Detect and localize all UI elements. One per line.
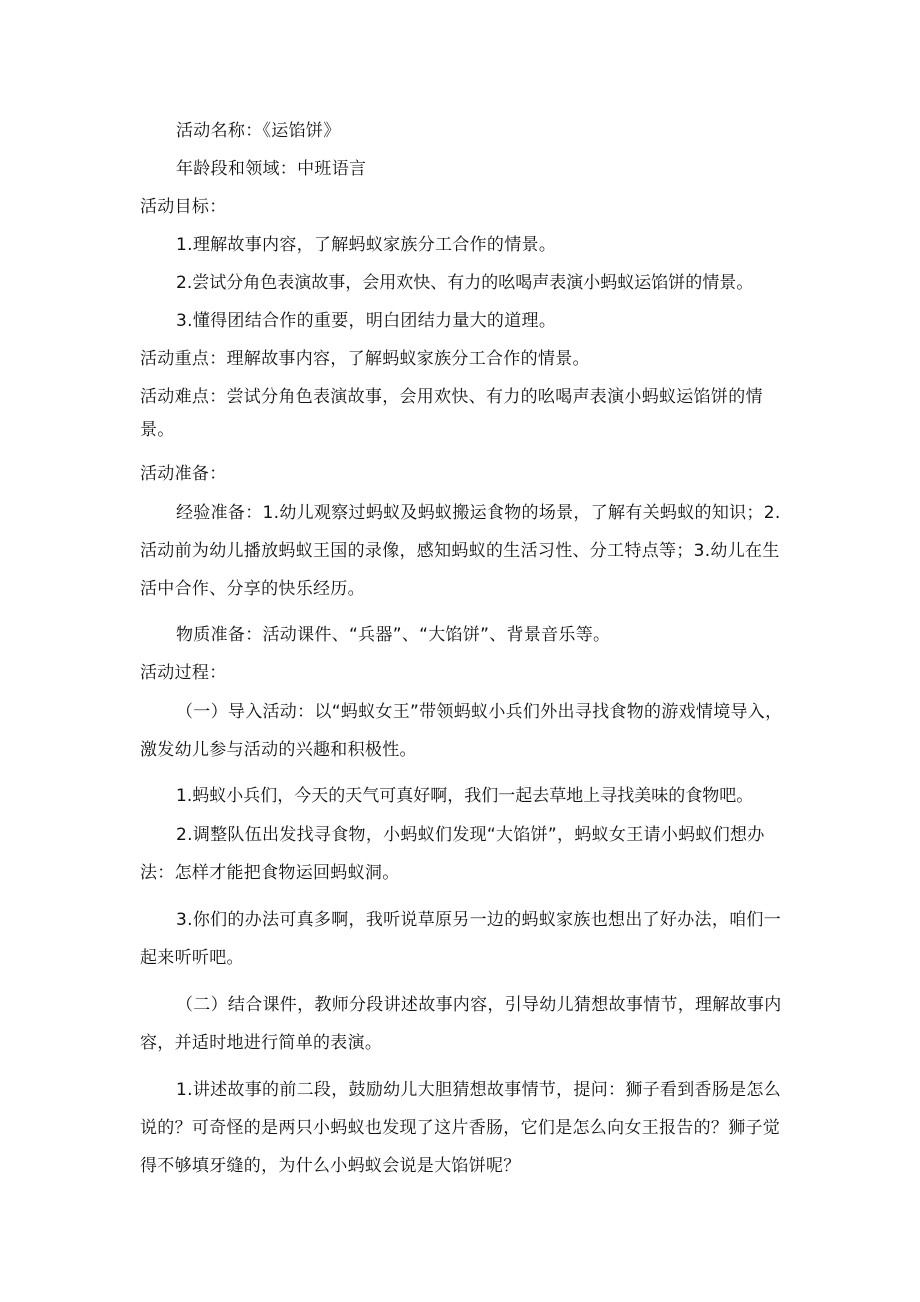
difficult-point: 活动难点：尝试分角色表演故事，会用欢快、有力的吆喝声表演小蚂蚁运馅饼的情景。 [140, 387, 763, 440]
process-heading: 活动过程： [140, 663, 227, 683]
goal-3: 3.懂得团结合作的重要，明白团结力量大的道理。 [176, 311, 557, 331]
document-body [140, 121, 788, 1202]
key-point: 活动重点：理解故事内容，了解蚂蚁家族分工合作的情景。 [140, 349, 590, 369]
prep-experience: 经验准备：1.幼儿观察过蚂蚁及蚂蚁搬运食物的场景，了解有关蚂蚁的知识；2.活动前为幼儿播放蚂蚁王国的录像，感知蚂蚁的生活习性、分工特点等；3.幼儿在生活中合作、分享的快乐经历。 [140, 503, 781, 599]
age-domain: 年龄段和领域：中班语言 [176, 159, 367, 179]
goal-2: 2.尝试分角色表演故事，会用欢快、有力的吆喝声表演小蚂蚁运馅饼的情景。 [176, 273, 754, 293]
step-1-1: 1.蚂蚁小兵们，今天的天气可真好啊，我们一起去草地上寻找美味的食物吧。 [176, 786, 754, 806]
activity-name: 活动名称：《运馅饼》 [176, 121, 341, 141]
prep-material: 物质准备：活动课件、“兵器”、“大馅饼”、背景音乐等。 [176, 625, 611, 645]
step-1: （一）导入活动：以“蚂蚁女王”带领蚂蚁小兵们外出寻找食物的游戏情境导入，激发幼儿参与活动的兴趣和积极性。 [140, 702, 783, 760]
prep-heading: 活动准备： [140, 464, 227, 484]
step-1-3: 3.你们的办法可真多啊，我听说草原另一边的蚂蚁家族也想出了好办法，咱们一起来听听吧。 [140, 910, 782, 968]
goals-heading: 活动目标： [140, 197, 227, 217]
step-2-1: 1.讲述故事的前二段，鼓励幼儿大胆猜想故事情节，提问：狮子看到香肠是怎么说的？可奇怪的是两只小蚂蚁也发现了这片香肠，它们是怎么向女王报告的？狮子觉得不够填牙缝的，为什么小蚂蚁会说是大馅饼呢？ [140, 1080, 782, 1176]
goal-1: 1.理解故事内容，了解蚂蚁家族分工合作的情景。 [176, 235, 557, 255]
step-2: （二）结合课件，教师分段讲述故事内容，引导幼儿猜想故事情节，理解故事内容，并适时地进行简单的表演。 [140, 995, 782, 1053]
step-1-2: 2.调整队伍出发找寻食物，小蚂蚁们发现“大馅饼”，蚂蚁女王请小蚂蚁们想办法：怎样才能把食物运回蚂蚁洞。 [140, 825, 765, 883]
